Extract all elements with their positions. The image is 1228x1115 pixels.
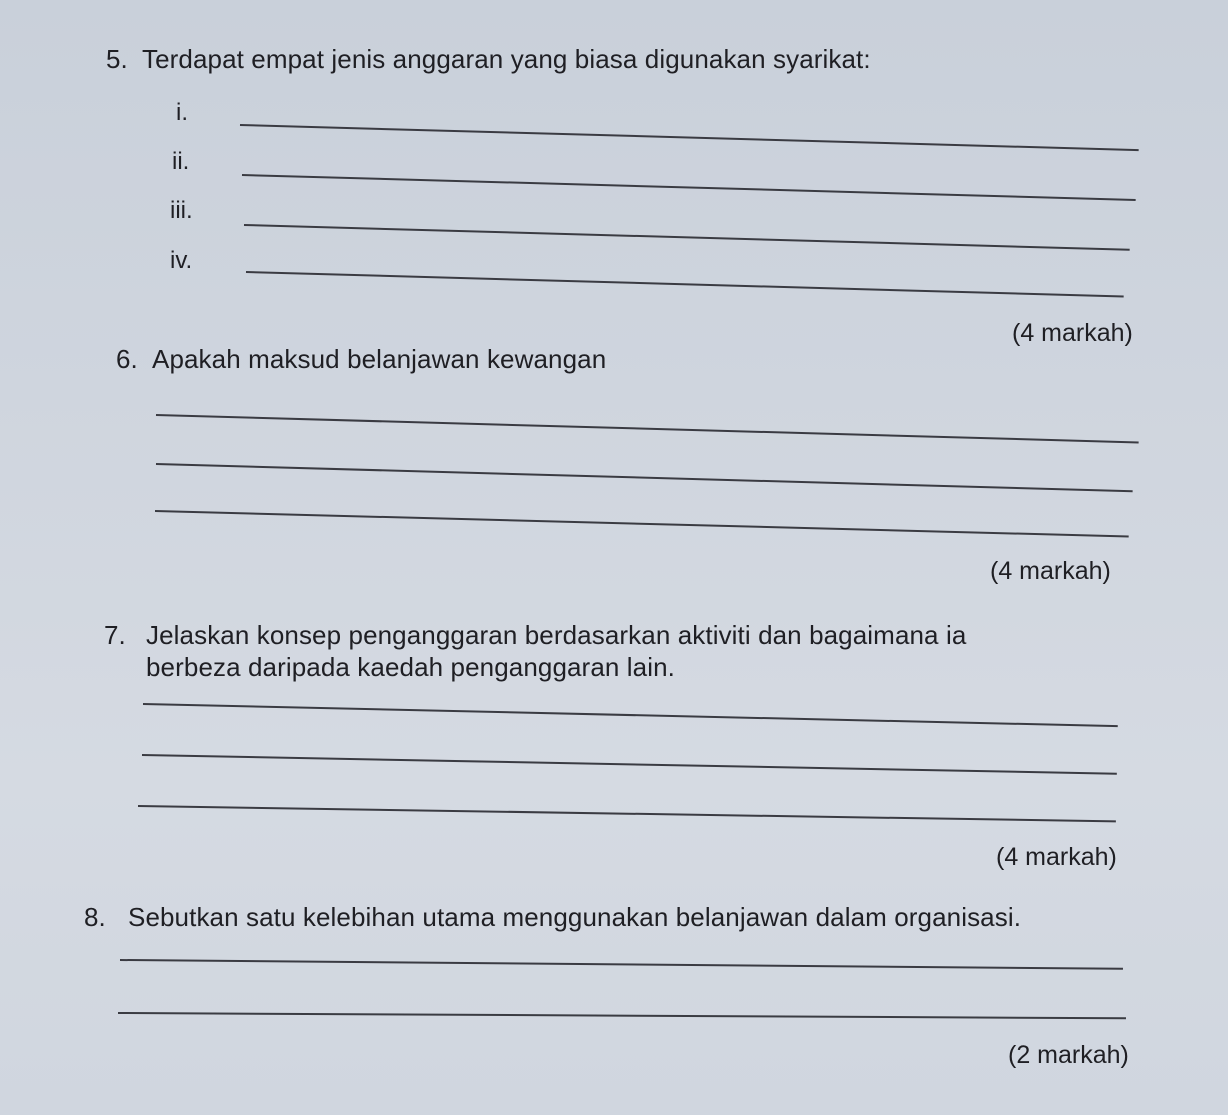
question-5-number: 5. — [106, 44, 128, 74]
question-6-marks: (4 markah) — [990, 557, 1111, 585]
question-7-text-line-1: Jelaskan konsep penganggaran berdasarkan aktiviti dan bagaimana ia — [146, 620, 967, 650]
question-7-line-2: berbeza daripada kaedah penganggaran lain. — [146, 652, 675, 682]
q5-answer-line-4[interactable] — [246, 271, 1124, 298]
q5-item-2-label: ii. — [172, 148, 190, 175]
question-6-number: 6. — [116, 344, 138, 374]
q5-item-3-label: iii. — [170, 197, 193, 224]
question-6-text: Apakah maksud belanjawan kewangan — [152, 344, 607, 374]
question-7-marks: (4 markah) — [996, 843, 1117, 871]
q5-item-1-label: i. — [176, 99, 188, 126]
question-5-marks: (4 markah) — [1012, 319, 1133, 347]
q8-answer-line-2[interactable] — [118, 1012, 1126, 1019]
q8-answer-line-1[interactable] — [120, 959, 1123, 970]
q5-answer-line-2[interactable] — [242, 174, 1136, 201]
q5-item-4-label: iv. — [170, 247, 193, 274]
question-8-marks: (2 markah) — [1008, 1041, 1129, 1069]
question-8-text: Sebutkan satu kelebihan utama menggunakan belanjawan dalam organisasi. — [128, 902, 1022, 932]
q7-answer-line-2[interactable] — [142, 754, 1117, 775]
q6-answer-line-2[interactable] — [156, 463, 1133, 492]
question-7-line-1 — [104, 620, 966, 650]
q7-answer-line-1[interactable] — [143, 703, 1118, 727]
question-8 — [84, 902, 1021, 932]
q7-answer-line-3[interactable] — [138, 805, 1116, 822]
q6-answer-line-3[interactable] — [155, 510, 1129, 537]
question-5-text: Terdapat empat jenis anggaran yang biasa digunakan syarikat: — [142, 44, 871, 74]
question-8-number: 8. — [84, 902, 106, 932]
question-6 — [116, 344, 606, 374]
q6-answer-line-1[interactable] — [156, 414, 1139, 443]
q5-answer-line-3[interactable] — [244, 224, 1130, 251]
question-7-number: 7. — [104, 620, 126, 650]
q5-answer-line-1[interactable] — [240, 124, 1139, 151]
question-5 — [106, 44, 871, 74]
